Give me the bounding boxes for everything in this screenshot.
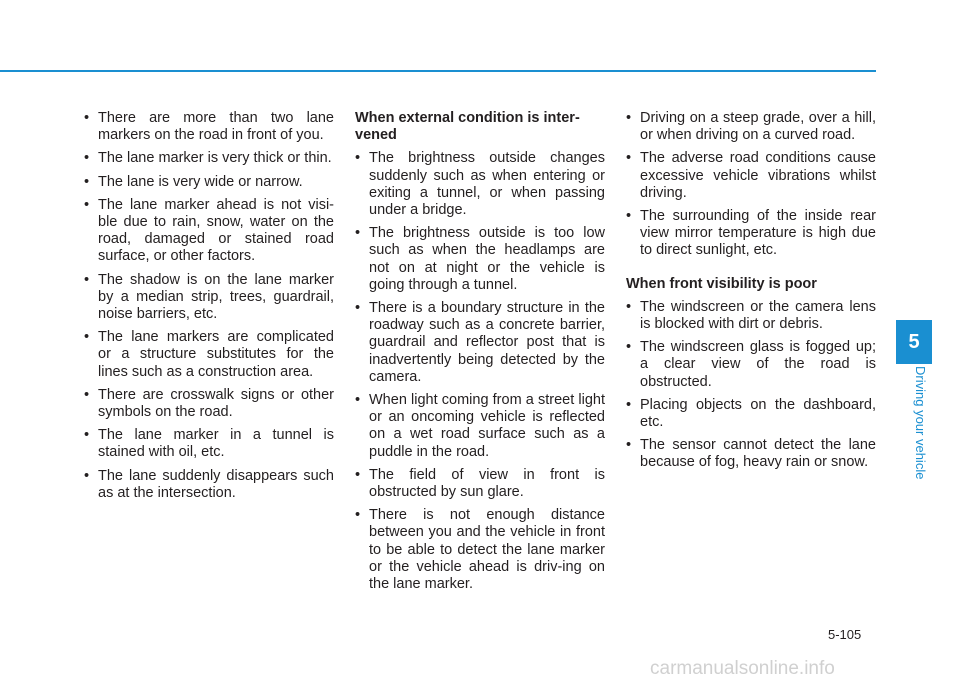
bullet-icon: • bbox=[84, 150, 90, 167]
list-item: • The adverse road conditions cause excessive vehicle vibrations whilst driving. bbox=[626, 150, 876, 201]
bullet-icon: • bbox=[626, 150, 632, 167]
list-item: • The lane marker is very thick or thin. bbox=[84, 150, 332, 167]
bullet-list bbox=[626, 110, 876, 260]
list-item: • The brightness outside changes suddenly such as when entering or exiting a tunnel, or when passing under a bridge. bbox=[355, 150, 605, 219]
list-item: • The lane marker in a tunnel is stained with oil, etc. bbox=[84, 427, 334, 461]
bullet-icon: • bbox=[84, 196, 90, 213]
column-3 bbox=[626, 110, 876, 478]
bullet-icon: • bbox=[84, 329, 90, 346]
header-rule bbox=[0, 70, 876, 72]
bullet-icon: • bbox=[355, 225, 361, 242]
bullet-list bbox=[626, 299, 876, 472]
section-heading: When front visibility is poor bbox=[626, 275, 817, 292]
chapter-title: Driving your vehicle bbox=[913, 366, 928, 480]
list-item: • There is not enough distance between you and the vehicle in front to be able to detect the lane marker or the vehicle ahead is driv-ing on the lane marker. bbox=[355, 507, 605, 593]
list-item: • The sensor cannot detect the lane because of fog, heavy rain or snow. bbox=[626, 437, 876, 471]
list-item: • When light coming from a street light or an oncoming vehicle is reflected on a wet road surface such as a puddle in the road. bbox=[355, 392, 605, 460]
bullet-icon: • bbox=[626, 208, 632, 225]
list-item: • The windscreen or the camera lens is blocked with dirt or debris. bbox=[626, 298, 876, 333]
list-item: • The lane marker ahead is not visi-ble due to rain, snow, water on the road, damaged or stained road surface, or other factors. bbox=[84, 196, 334, 265]
list-item: • The lane suddenly disappears such as at the intersection. bbox=[84, 467, 334, 501]
bullet-icon: • bbox=[355, 507, 361, 524]
bullet-icon: • bbox=[84, 271, 90, 288]
bullet-icon: • bbox=[626, 298, 632, 315]
column-1 bbox=[84, 110, 334, 508]
list-item: • There is a boundary structure in the roadway such as a concrete barrier, guardrail and reflector post that is inadvertently being detected by the camera. bbox=[355, 300, 605, 385]
bullet-icon: • bbox=[84, 427, 90, 444]
bullet-icon: • bbox=[626, 396, 632, 413]
section-heading: When external condition is inter-vened bbox=[355, 110, 580, 144]
bullet-icon: • bbox=[84, 386, 90, 403]
bullet-icon: • bbox=[84, 173, 90, 190]
list-item: • The lane markers are complicated or a structure substitutes for the lines such as a construction area. bbox=[84, 329, 334, 380]
list-item: • The brightness outside is too low such as when the headlamps are not on at night or the vehicle is going through a tunnel. bbox=[355, 225, 605, 293]
list-item: • Placing objects on the dashboard, etc. bbox=[626, 396, 876, 431]
bullet-icon: • bbox=[355, 150, 361, 167]
list-item: • There are more than two lane markers on the road in front of you. bbox=[84, 110, 334, 144]
list-item: • The surrounding of the inside rear view mirror temperature is high due to direct sunlight, etc. bbox=[626, 208, 876, 259]
bullet-icon: • bbox=[355, 466, 361, 483]
bullet-list bbox=[84, 110, 334, 502]
column-2 bbox=[355, 110, 605, 599]
list-item: • The field of view in front is obstructed by sun glare. bbox=[355, 466, 605, 501]
bullet-icon: • bbox=[626, 437, 632, 454]
bullet-icon: • bbox=[355, 300, 361, 317]
bullet-icon: • bbox=[626, 339, 632, 356]
list-item: • The windscreen glass is fogged up; a clear view of the road is obstructed. bbox=[626, 339, 876, 390]
bullet-icon: • bbox=[355, 392, 361, 409]
bullet-icon: • bbox=[84, 467, 90, 484]
list-item: • There are crosswalk signs or other symbols on the road. bbox=[84, 386, 334, 421]
bullet-icon: • bbox=[84, 110, 90, 126]
list-item: • The shadow is on the lane marker by a median strip, trees, guardrail, noise barriers, etc. bbox=[84, 271, 334, 323]
page-number: 5-105 bbox=[828, 627, 862, 642]
list-item: • Driving on a steep grade, over a hill, or when driving on a curved road. bbox=[626, 110, 876, 144]
bullet-icon: • bbox=[626, 110, 632, 126]
bullet-list bbox=[355, 150, 605, 593]
watermark: carmanualsonline.info bbox=[650, 658, 835, 679]
list-item: • The lane is very wide or narrow. bbox=[84, 173, 303, 190]
chapter-number-tab: 5 bbox=[896, 320, 932, 364]
